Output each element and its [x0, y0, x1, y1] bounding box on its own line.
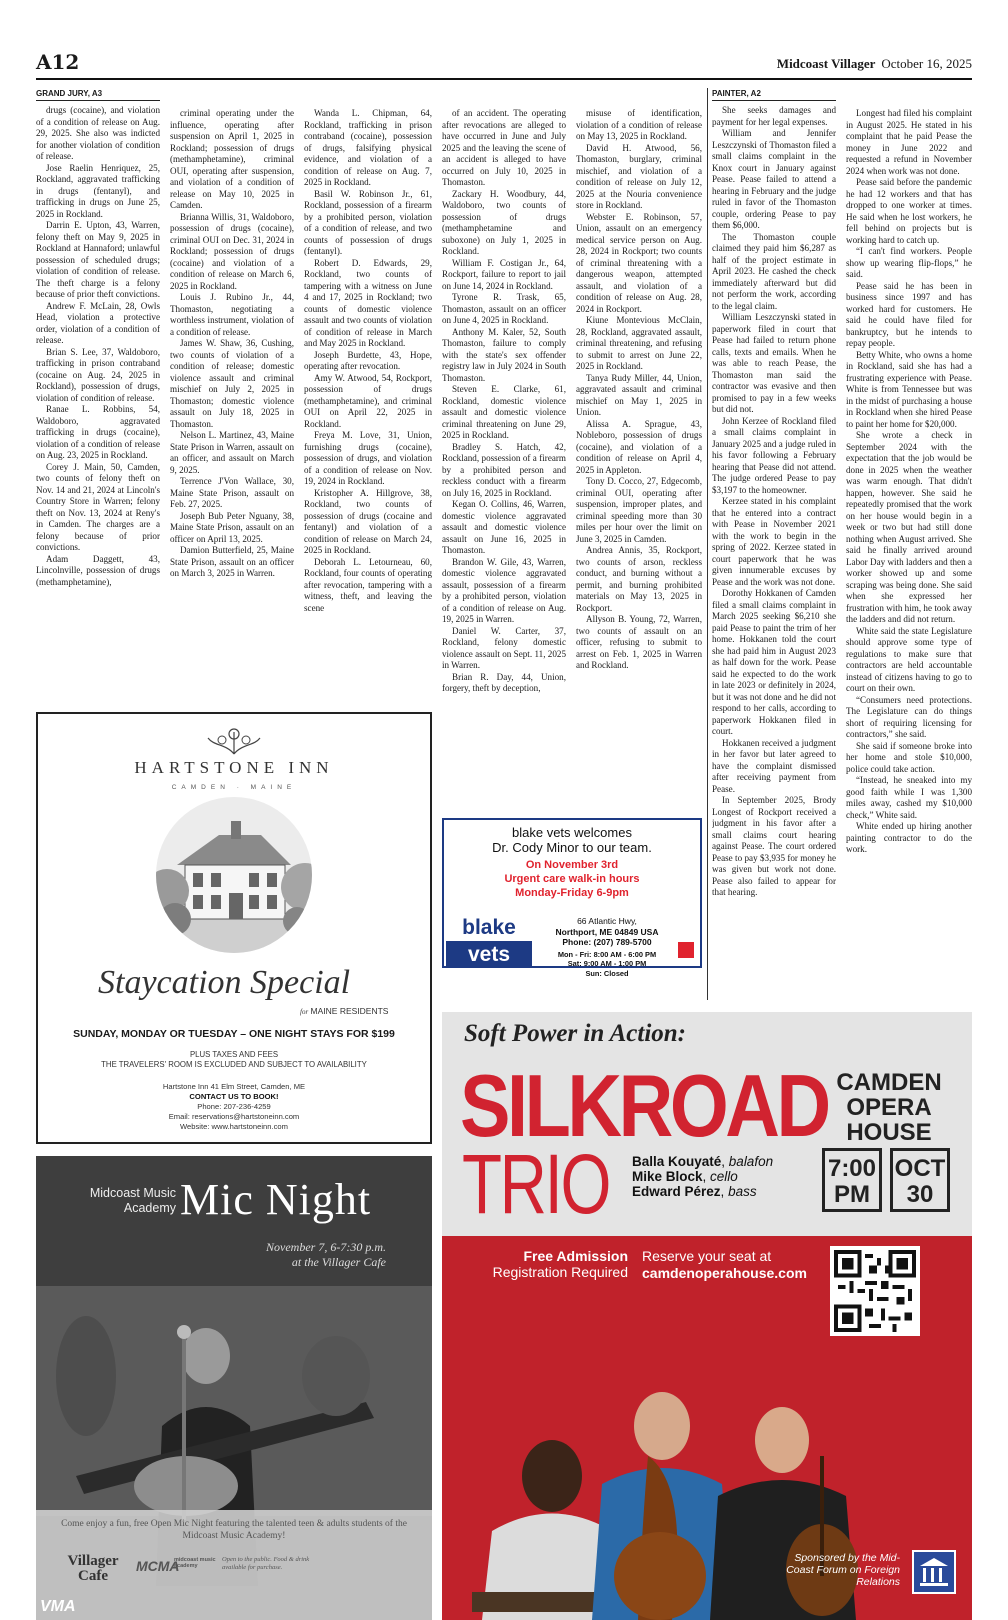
paragraph: Freya M. Love, 31, Union, furnishing drugs (cocaine), possession of drugs, and violation of a condition of release on Nov. 19, 2024 in Rockland. — [304, 430, 432, 486]
paragraph: of an accident. The operating after revocations are alleged to have occurred in June and July 2025 and the leaving the scene of an accident is alleged to have occurred on July 10, 2025 in Thomaston. — [442, 108, 566, 187]
mcfr-logo — [912, 1550, 956, 1594]
paragraph: Kegan O. Collins, 46, Warren, domestic violence aggravated assault and domestic violence assault on June 16, 2025 in Thomaston. — [442, 499, 566, 555]
paragraph: She seeks damages and payment for her legal expenses. — [712, 105, 836, 127]
grand-jury-col-3 — [304, 108, 432, 702]
villager-cafe-logo: Villager Cafe — [67, 1553, 119, 1584]
paragraph: Longest had filed his complaint in August 2025. He stated in his complaint that he paid Pease the money in June 2022 and requested a refund in November 2024 when work was not done. — [846, 108, 972, 176]
paragraph: Basil W. Robinson Jr., 61, Rockland, possession of a firearm by a prohibited person, violation of a condition of release, and two counts of possession of drugs (fentanyl). — [304, 188, 432, 256]
paragraph: Nelson L. Martinez, 43, Maine State Prison in Warren, assault on an officer, and assault on March 9, 2025. — [170, 430, 294, 475]
painter-col-2 — [846, 108, 972, 1000]
paragraph: Jose Raelin Henriquez, 25, Rockland, aggravated trafficking in drugs (fentanyl), and trafficking in drugs on June 25, 2025 in Rockland. — [36, 162, 160, 219]
performer-1: Balla Kouyaté, balafon — [632, 1154, 774, 1169]
paragraph: Amy W. Atwood, 54, Rockport, possession of drugs (methamphetamine), and criminal OUI on April 22, 2025 in Rockland. — [304, 372, 432, 429]
venue-line-1: CAMDEN — [836, 1069, 942, 1096]
event-date-box — [890, 1148, 950, 1212]
silkroad-trio-ad[interactable] — [442, 1012, 972, 1620]
paragraph: Damion Butterfield, 25, Maine State Prison, assault on an officer on March 3, 2025 in Warren. — [170, 545, 294, 578]
paragraph: Dorothy Hokkanen of Camden filed a small claims complaint in March 2025 seeking $6,210 she paid Pease to paint the trim of her home. Hokkanen told the court she had paid him in August 2023 as half down for the work. Pease said he expected to do the work in late 2023 or definitely in 2024, but it was not done and he did not respond to her calls, according to paperwork Hokkanen filed in court. — [712, 588, 836, 736]
venue-line-3: HOUSE — [846, 1119, 932, 1146]
blake-urgent-care: Urgent care walk-in hours — [504, 873, 640, 885]
qr-code-icon[interactable] — [830, 1246, 920, 1336]
paragraph: Brianna Willis, 31, Waldoboro, possession of drugs (cocaine), criminal OUI on Dec. 31, 2024 in Rockland; possession of drugs (cocaine) and violation of a condition of release on March 6, 2025 in Rockland. — [170, 211, 294, 291]
maine-residents — [300, 1006, 388, 1016]
hours-sunday: Sun: Closed — [585, 968, 629, 978]
hartstone-phone[interactable]: Phone: 207-236-4259 — [197, 1102, 271, 1111]
sponsor-text: Sponsored by the Mid-Coast Forum on Foreign Relations — [786, 1552, 900, 1588]
paragraph: Steven E. Clarke, 61, Rockland, domestic violence assault and domestic violence criminal threatening on June 29, 2025 in Rockland. — [442, 384, 566, 440]
blake-address-1: 66 Atlantic Hwy, — [577, 916, 637, 926]
staycation-title: Staycation Special — [98, 964, 351, 1001]
paper-name-date — [777, 56, 972, 72]
paragraph: Pease said he has been in business since 1997 and has worked hard for customers. He said he could have filed for bankruptcy, but he intends to repay people. — [846, 280, 972, 348]
blake-date: On November 3rd — [525, 859, 619, 871]
accreditation-badge-icon — [678, 942, 694, 958]
article-text — [304, 108, 432, 614]
paragraph: John Kerzee of Rockland filed a small claims complaint in January 2025 and a judge ruled in his favor following a February hearing that Pease did not attend. The judge ordered Pease to pay $3,197 to the homeowner. — [712, 415, 836, 495]
floral-flourish-icon — [204, 726, 264, 756]
hartstone-contact — [38, 1082, 430, 1132]
blake-hours — [536, 950, 678, 979]
blake-phone[interactable]: Phone: (207) 789-5700 — [562, 937, 652, 947]
painter-col-1 — [712, 88, 836, 1000]
mic-night-blurb: Come enjoy a fun, free Open Mic Night featuring the talented teen & adults students of the Midcoast Music Academy! — [61, 1519, 407, 1541]
paragraph: Andrea Annis, 35, Rockport, two counts of arson, reckless conduct, and burning without a permit, and burning prohibited materials on May 13, 2025 in Rockport. — [576, 545, 702, 613]
paragraph: The Thomaston couple claimed they paid him $6,287 as half of the project estimate in April 2023. He cashed the check immediately afterward but did not perform the work, according to the legal claim. — [712, 231, 836, 311]
paragraph: Webster E. Robinson, 57, Union, assault on an emergency medical service person on Aug. 28, 2024 in Rockport; two counts of criminal threatening with a dangerous weapon, attempted assault, and violation of a condition of release on Aug. 28, 2024 in Rockport. — [576, 211, 702, 314]
hartstone-website[interactable]: Website: www.hartstoneinn.com — [180, 1122, 288, 1131]
mic-night-title: Mic Night — [180, 1175, 372, 1224]
event-day: 30 — [906, 1181, 934, 1208]
mic-open-note: Open to the public. Food & drink available for purchase. — [222, 1556, 310, 1571]
paragraph: Hokkanen received a judgment in her favor but later agreed to have the complaint dismissed after receiving payment from Pease. — [712, 737, 836, 794]
paragraph: Andrew F. McLain, 28, Owls Head, violation a protective order, violation of a condition of release. — [36, 300, 160, 345]
paragraph: William and Jennifer Leszczynski of Thomaston filed a small claims complaint in the Knox court in January against Pease. Pease failed to attend a hearing in February and the judge ruled in favor of the Thomaston couple, ordering Pease to pay them $6,000. — [712, 128, 836, 230]
paragraph: Louis J. Rubino Jr., 44, Thomaston, negotiating a worthless instrument, violation of a condition of release. — [170, 292, 294, 337]
blake-urgent-hours: Monday-Friday 6-9pm — [515, 887, 629, 899]
hours-saturday: Sat: 9:00 AM - 1:00 PM — [567, 959, 647, 969]
paragraph: Tyrone R. Trask, 65, Thomaston, assault on an officer on June 4, 2025 in Rockland. — [442, 292, 566, 325]
paragraph: In September 2025, Brody Longest of Rockport received a judgment in his favor after a small claims court hearing against Pease. The court ordered Pease to pay $3,935 for money he was given but work not done. Pease also failed to appear for that hearing. — [712, 795, 836, 897]
paragraph: Tony D. Cocco, 27, Edgecomb, criminal OUI, operating after suspension, improper plates, and criminal speeding more than 30 miles per hour over the limit on June 3, 2025 in Camden. — [576, 476, 702, 544]
venue-name — [826, 1070, 952, 1145]
paragraph: Darrin E. Upton, 43, Warren, felony theft on May 9, 2025 in Rockland at Hannaford; unlawful possession of scheduled drugs; violation of condition of release. The theft charge is a felony because of prior theft convictions. — [36, 220, 160, 299]
mic-night-date — [266, 1240, 386, 1270]
paragraph: Brandon W. Gile, 43, Warren, domestic violence aggravated assault, possession of a firearm by a prohibited person, violation of a condition of release on Aug. 19, 2025 in Warren. — [442, 556, 566, 624]
reserve-label: Reserve your seat at — [642, 1248, 772, 1264]
hartstone-name: HARTSTONE INN — [134, 758, 334, 777]
venue-line-2: OPERA — [846, 1094, 932, 1121]
grand-jury-col-1 — [36, 88, 160, 702]
mic-academy: Midcoast Music Academy — [89, 1186, 176, 1215]
paragraph: Brian R. Day, 44, Union, forgery, theft by deception, — [442, 671, 566, 693]
paragraph: William F. Costigan Jr., 64, Rockport, failure to report to jail on June 14, 2024 in Rockland. — [442, 257, 566, 291]
paragraph: misuse of identification, violation of a condition of release on May 13, 2025 in Rockland. — [576, 108, 702, 141]
paragraph: drugs (cocaine), and violation of a condition of release on Aug. 29, 2025. She also was indicted for another violation of condition of release. — [36, 105, 160, 161]
jump-label-grand-jury: GRAND JURY, A3 — [36, 88, 160, 101]
grand-jury-col-4 — [442, 108, 566, 808]
paragraph: William Leszczynski stated in paperwork filed in court that Pease had failed to return phone calls, texts and emails. When he was able to reach Pease, the Thomaston man said the contractor was evasive and then promised to pay in a few weeks but did not. — [712, 312, 836, 414]
hartstone-email[interactable]: Email: reservations@hartstoneinn.com — [168, 1112, 300, 1121]
paragraph: Bradley S. Hatch, 42, Rockland, possession of a firearm by a prohibited person and reckless conduct with a firearm on July 16, 2025 in Rockland. — [442, 441, 566, 498]
paragraph: She said if someone broke into her home and stole $10,000, police could take action. — [846, 740, 972, 774]
fees-line-1: PLUS TAXES AND FEES — [189, 1050, 279, 1059]
fees-line-2: THE TRAVELERS' ROOM IS EXCLUDED AND SUBJECT TO AVAILABILITY — [101, 1060, 367, 1069]
hartstone-location: CAMDEN · MAINE — [171, 784, 297, 791]
grand-jury-col-2 — [170, 108, 294, 702]
hours-weekday: Mon - Fri: 8:00 AM - 6:00 PM — [557, 949, 657, 959]
article-text — [712, 105, 836, 899]
mic-date-line: November 7, 6-7:30 p.m. — [266, 1240, 386, 1254]
hartstone-offer: SUNDAY, MONDAY OR TUESDAY – ONE NIGHT STAYS FOR $199 — [73, 1028, 395, 1040]
free-admission — [478, 1248, 628, 1280]
blake-vets-logo — [446, 914, 532, 968]
silkroad-headline: Soft Power in Action: — [464, 1020, 687, 1047]
paragraph: She wrote a check in September 2024 with the expectation that the job would be done in 2025 when the weather was warm enough. That didn't happen, however. She said he repeatedly promised that the work on her house would begin in a week or two but had still done nothing when August arrived. She said he finally arrived around Labor Day with ladders and then a worker showed up and some scraping was being done. She said when she expressed her frustration with him, he took away the ladders and did not return. — [846, 430, 972, 624]
mcma-logo: MCMA — [136, 1558, 180, 1574]
performer-list — [632, 1154, 773, 1199]
paragraph: Anthony M. Kaler, 52, South Thomaston, failure to comply with the state's sex offender registry law in July 2024 in South Thomaston. — [442, 326, 566, 383]
paragraph: Kerzee stated in his complaint that he entered into a contract with Pease in November 2021 with the work to begin in the spring of 2022. Kerzee stated in court paperwork that he was given innumerable excuses by Pease and the work was not done. — [712, 496, 836, 587]
event-ampm: PM — [834, 1181, 870, 1208]
inn-illustration — [149, 795, 319, 955]
reserve-url[interactable]: camdenoperahouse.com — [642, 1265, 807, 1281]
grand-jury-col-5 — [576, 108, 702, 808]
paragraph: David H. Atwood, 56, Thomaston, burglary, criminal mischief, and violation of a condition of release on July 12, 2025 at the Nouria convenience store in Rockland. — [576, 142, 702, 210]
paragraph: Joseph Burdette, 43, Hope, operating after revocation. — [304, 349, 432, 371]
paragraph: White ended up hiring another painting contractor to do the work. — [846, 821, 972, 854]
mic-night-info-band — [36, 1510, 432, 1620]
paragraph: Ranae L. Robbins, 54, Waldoboro, aggravated trafficking in drugs (cocaine), violation of a condition of release on Aug. 23, 2025 in Rockland. — [36, 404, 160, 460]
article-text — [170, 108, 294, 580]
paragraph: Tanya Rudy Miller, 44, Union, aggravated assault and criminal mischief on May 1, 2025 in Union. — [576, 372, 702, 417]
paragraph: Zackary H. Woodbury, 44, Waldoboro, two counts of possession of drugs (methamphetamine and suboxone) on July 1, 2025 in Rockland. — [442, 188, 566, 256]
registration-required: Registration Required — [492, 1264, 628, 1280]
mic-venue-line: at the Villager Cafe — [291, 1255, 386, 1269]
paragraph: “Instead, he sneaked into my good faith while I was 1,300 miles away, cashed my $10,000 check,” White said. — [846, 775, 972, 820]
paragraph: Terrence J'Von Wallace, 30, Maine State Prison, assault on Feb. 27, 2025. — [170, 476, 294, 509]
mic-night-ad[interactable] — [36, 1156, 432, 1620]
paragraph: Brian S. Lee, 37, Waldoboro, trafficking in prison contraband (cocaine on Aug. 24, 2025 in Rockland), possession of drugs, violation of condition of release. — [36, 346, 160, 403]
blake-info — [536, 916, 678, 978]
logo-vets: vets — [446, 941, 532, 968]
vma-corner-logo: VMA — [40, 1598, 76, 1615]
masthead — [36, 50, 972, 80]
paragraph: Wanda L. Chipman, 64, Rockland, trafficking in prison contraband (cocaine), possession of drugs, falsifying physical evidence, and violation of a condition of release on Aug. 7, 2025 in Rockland. — [304, 108, 432, 187]
paragraph: Kiune Montevious McClain, 28, Rockland, aggravated assault, criminal threatening, and refusing to submit to arrest on June 22, 2025 in Rockland. — [576, 315, 702, 371]
paragraph: Kristopher A. Hillgrove, 38, Rockland, two counts of possession of drugs (cocaine and fentanyl) and violation of a condition of release on March 24, 2025 in Rockland. — [304, 487, 432, 555]
article-text — [846, 108, 972, 856]
paragraph: Adam Daggett, 43, Lincolnville, possession of drugs (methamphetamine), — [36, 553, 160, 587]
paragraph: “Consumers need protections. The Legislature can do things short of requiring licensing for contractors,” she said. — [846, 694, 972, 739]
jump-label-painter: PAINTER, A2 — [712, 88, 836, 101]
hartstone-address: Hartstone Inn 41 Elm Street, Camden, ME — [162, 1082, 306, 1091]
paragraph: White said the state Legislature should approve some type of regulations to make sure that contractors are held accountable instead of citizens having to go to court on their own. — [846, 625, 972, 693]
paragraph: James W. Shaw, 36, Cushing, two counts of violation of a condition of release; domestic violence assault and criminal mischief on July 2, 2025 in Thomaston; domestic violence assault on July 18, 2025 in Thomaston. — [170, 338, 294, 429]
contact-cta: CONTACT US TO BOOK! — [189, 1092, 279, 1101]
silkroad-title-2: TRIO — [462, 1137, 610, 1231]
article-text — [442, 108, 566, 695]
paragraph: criminal operating under the influence, operating after suspension on April 1, 2025 in Rockland; possession of drugs (methamphetamine), criminal OUI, operating after suspension, and violation of a condition of release on May 10, 2025 in Camden. — [170, 108, 294, 210]
paragraph: “I can't find workers. People show up wearing flip-flops,” he said. — [846, 246, 972, 279]
paragraph: Alissa A. Sprague, 43, Nobleboro, possession of drugs (cocaine), and violation of a condition of release on April 4, 2025 in Appleton. — [576, 418, 702, 475]
blake-headline-2: Dr. Cody Minor to our team. — [492, 840, 652, 855]
logo-blake: blake — [446, 914, 532, 941]
silkroad-title-1: SILKROAD — [460, 1056, 828, 1155]
for-word: for — [300, 1008, 309, 1016]
issue-date: October 16, 2025 — [881, 56, 972, 71]
free-admission-label: Free Admission — [523, 1248, 628, 1264]
article-text — [576, 108, 702, 672]
reserve-seat — [642, 1248, 807, 1282]
paragraph: Betty White, who owns a home in Rockland, said she has had a frustrating experience with Pease. White is from Tennessee but was in the midst of purchasing a house in Rockland when she hired Pease to paint her home for $20,000. — [846, 349, 972, 429]
hartstone-inn-ad[interactable] — [36, 712, 432, 1144]
performer-2: Mike Block, cello — [632, 1169, 738, 1184]
paragraph: Joseph Bub Peter Nguany, 38, Maine State Prison, assault on an officer on April 13, 2025. — [170, 510, 294, 544]
hartstone-fees — [38, 1050, 430, 1070]
event-time-box — [822, 1148, 882, 1212]
paragraph: Robert D. Edwards, 29, Rockland, two counts of tampering with a witness on June 4 and 17, 2025 in Rockland; two counts of domestic violence assault and two counts of violation of condition of release in March and May 2025 in Rockland. — [304, 257, 432, 348]
event-month: OCT — [894, 1155, 946, 1182]
paragraph: Daniel W. Carter, 37, Rockland, felony domestic violence assault on Sept. 11, 2025 in Warren. — [442, 625, 566, 670]
mcma-subtitle: midcoast music academy — [174, 1557, 216, 1569]
blake-vets-ad[interactable] — [442, 818, 702, 978]
residents-label: MAINE RESIDENTS — [310, 1006, 389, 1016]
blake-headline-1: blake vets welcomes — [512, 825, 632, 840]
paper-name: Midcoast Villager — [776, 56, 876, 71]
column-rule — [707, 88, 708, 1000]
performer-3: Edward Pérez, bass — [632, 1184, 757, 1199]
paragraph: Pease said before the pandemic he had 12 workers and that has dropped to one worker at times. He said when he lost workers, he fell behind on projects but is working hard to catch up. — [846, 177, 972, 245]
paragraph: Deborah L. Letourneau, 60, Rockland, four counts of operating after revocation, tampering with a witness, theft, and leaving the scene — [304, 556, 432, 613]
event-time: 7:00 — [827, 1155, 877, 1182]
paragraph: Corey J. Main, 50, Camden, two counts of felony theft on Nov. 14 and 21, 2024 at Lincoln's Country Store in Warren; felony theft on Nov. 13, 2024 at Reny's in Camden. The charges are a felony because of prior convictions. — [36, 461, 160, 552]
page-number: A12 — [36, 50, 80, 74]
paragraph: Allyson B. Young, 72, Warren, two counts of assault on an officer, refusing to submit to arrest on Feb. 1, 2025 in Warren and Rockland. — [576, 614, 702, 670]
blake-address-2: Northport, ME 04849 USA — [555, 926, 659, 937]
article-text — [36, 105, 160, 588]
